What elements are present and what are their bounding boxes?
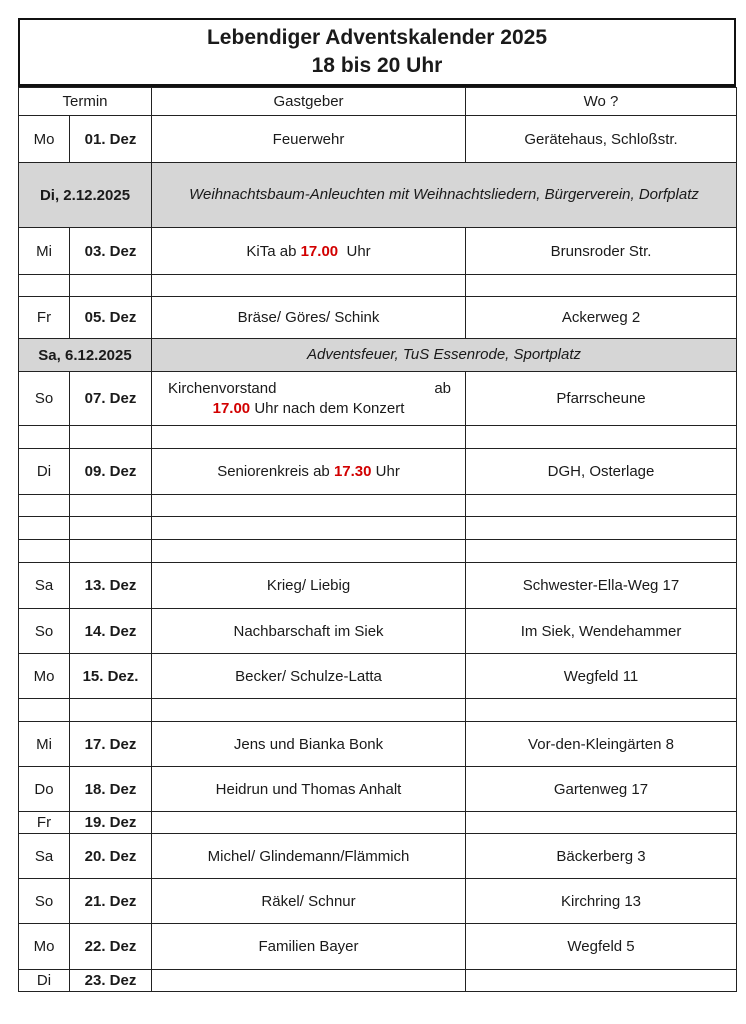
date-cell: 03. Dez: [70, 228, 152, 275]
host-cell: Heidrun und Thomas Anhalt: [152, 767, 466, 812]
host-cell: Familien Bayer: [152, 924, 466, 970]
day-cell: [19, 275, 70, 297]
location-cell: Wegfeld 11: [466, 654, 737, 699]
table-row: [19, 767, 737, 812]
day-cell: So: [19, 879, 70, 924]
table-row: [19, 563, 737, 609]
host-text-post: Uhr: [346, 242, 371, 260]
host-cell: Becker/ Schulze-Latta: [152, 654, 466, 699]
day-cell: Di: [19, 970, 70, 992]
host-cell: [152, 228, 466, 275]
title-line-1: Lebendiger Adventskalender 2025: [206, 26, 548, 49]
date-cell: 07. Dez: [70, 372, 152, 426]
table-row: [19, 372, 737, 426]
table-row: [19, 228, 737, 275]
location-cell: Gerätehaus, Schloßstr.: [466, 116, 737, 163]
date-cell: [70, 275, 152, 297]
table-row: [19, 924, 737, 970]
day-cell: Mo: [19, 116, 70, 163]
day-cell: Sa: [19, 834, 70, 879]
date-cell: [70, 699, 152, 722]
day-cell: Do: [19, 767, 70, 812]
table-row: [19, 495, 737, 517]
day-cell: Fr: [19, 297, 70, 339]
host-text: Kirchenvorstand: [168, 379, 277, 397]
host-cell: [152, 699, 466, 722]
calendar-table: [18, 87, 737, 992]
host-cell: [152, 812, 466, 834]
table-row: [19, 970, 737, 992]
day-cell: Di: [19, 449, 70, 495]
date-cell: 20. Dez: [70, 834, 152, 879]
location-cell: Kirchring 13: [466, 879, 737, 924]
host-cell: Michel/ Glindemann/Flämmich: [152, 834, 466, 879]
location-cell: Ackerweg 2: [466, 297, 737, 339]
date-cell: 22. Dez: [70, 924, 152, 970]
host-cell: Bräse/ Göres/ Schink: [152, 297, 466, 339]
event-date-cell: Di, 2.12.2025: [19, 163, 152, 228]
host-cell: Räkel/ Schnur: [152, 879, 466, 924]
table-row: [19, 812, 737, 834]
host-text-post: Uhr: [375, 463, 400, 480]
location-cell: Vor-den-Kleingärten 8: [466, 722, 737, 767]
location-cell: Bäckerberg 3: [466, 834, 737, 879]
table-row: [19, 722, 737, 767]
day-cell: [19, 540, 70, 563]
event-date-cell: Sa, 6.12.2025: [19, 339, 152, 372]
header-wo: Wo ?: [466, 88, 737, 116]
table-row: [19, 699, 737, 722]
date-cell: 19. Dez: [70, 812, 152, 834]
location-cell: Pfarrscheune: [466, 372, 737, 426]
date-cell: 21. Dez: [70, 879, 152, 924]
day-cell: Mo: [19, 924, 70, 970]
host-cell: [152, 275, 466, 297]
event-text-cell: Weihnachtsbaum-Anleuchten mit Weihnachtsliedern, Bürgerverein, Dorfplatz: [152, 163, 737, 228]
host-cell: [152, 970, 466, 992]
location-cell: [466, 517, 737, 540]
location-cell: Brunsroder Str.: [466, 228, 737, 275]
day-cell: Mi: [19, 722, 70, 767]
host-cell: [152, 426, 466, 449]
location-cell: [466, 699, 737, 722]
location-cell: [466, 495, 737, 517]
event-text-cell: Adventsfeuer, TuS Essenrode, Sportplatz: [152, 339, 737, 372]
day-cell: Sa: [19, 563, 70, 609]
table-row: [19, 540, 737, 563]
date-cell: 17. Dez: [70, 722, 152, 767]
table-row: [19, 449, 737, 495]
host-cell: [152, 372, 466, 426]
table-row: [19, 275, 737, 297]
location-cell: Schwester-Ella-Weg 17: [466, 563, 737, 609]
header-gastgeber: Gastgeber: [152, 88, 466, 116]
event-row: [19, 339, 737, 372]
date-cell: [70, 517, 152, 540]
table-row: [19, 834, 737, 879]
location-cell: Wegfeld 5: [466, 924, 737, 970]
day-cell: [19, 426, 70, 449]
host-cell: Krieg/ Liebig: [152, 563, 466, 609]
host-time: 17.00: [300, 242, 339, 260]
date-cell: 13. Dez: [70, 563, 152, 609]
location-cell: DGH, Osterlage: [466, 449, 737, 495]
location-cell: [466, 540, 737, 563]
date-cell: 14. Dez: [70, 609, 152, 654]
day-cell: So: [19, 609, 70, 654]
date-cell: 18. Dez: [70, 767, 152, 812]
location-cell: Im Siek, Wendehammer: [466, 609, 737, 654]
header-row: [19, 88, 737, 116]
table-row: [19, 426, 737, 449]
location-cell: [466, 970, 737, 992]
date-cell: 05. Dez: [70, 297, 152, 339]
location-cell: [466, 426, 737, 449]
host-time: 17.30: [333, 463, 372, 480]
table-row: [19, 609, 737, 654]
host-cell: [152, 449, 466, 495]
host-cell: Feuerwehr: [152, 116, 466, 163]
title-line-2: 18 bis 20 Uhr: [311, 54, 443, 77]
date-cell: [70, 426, 152, 449]
host-text: KiTa ab: [246, 242, 297, 260]
day-cell: So: [19, 372, 70, 426]
date-cell: 01. Dez: [70, 116, 152, 163]
event-row: [19, 163, 737, 228]
table-row: [19, 879, 737, 924]
date-cell: 09. Dez: [70, 449, 152, 495]
day-cell: Mi: [19, 228, 70, 275]
table-row: [19, 297, 737, 339]
host-line-1: [152, 379, 465, 399]
day-cell: [19, 699, 70, 722]
host-text-ab: ab: [434, 379, 452, 397]
host-time: 17.00: [212, 399, 251, 417]
day-cell: [19, 495, 70, 517]
host-cell: [152, 517, 466, 540]
host-cell: [152, 495, 466, 517]
table-row: [19, 654, 737, 699]
date-cell: 23. Dez: [70, 970, 152, 992]
title-box: [18, 18, 736, 87]
host-cell: [152, 540, 466, 563]
day-cell: [19, 517, 70, 540]
host-text-post: Uhr nach dem Konzert: [254, 399, 405, 417]
table-row: [19, 517, 737, 540]
date-cell: [70, 495, 152, 517]
date-cell: 15. Dez.: [70, 654, 152, 699]
day-cell: Fr: [19, 812, 70, 834]
header-termin: Termin: [19, 88, 152, 116]
host-cell: Nachbarschaft im Siek: [152, 609, 466, 654]
calendar-sheet: [18, 18, 736, 992]
location-cell: [466, 275, 737, 297]
table-row: [19, 116, 737, 163]
host-cell: Jens und Bianka Bonk: [152, 722, 466, 767]
location-cell: Gartenweg 17: [466, 767, 737, 812]
host-text: Seniorenkreis ab: [217, 463, 330, 480]
location-cell: [466, 812, 737, 834]
host-line-2: [152, 399, 465, 419]
day-cell: Mo: [19, 654, 70, 699]
date-cell: [70, 540, 152, 563]
